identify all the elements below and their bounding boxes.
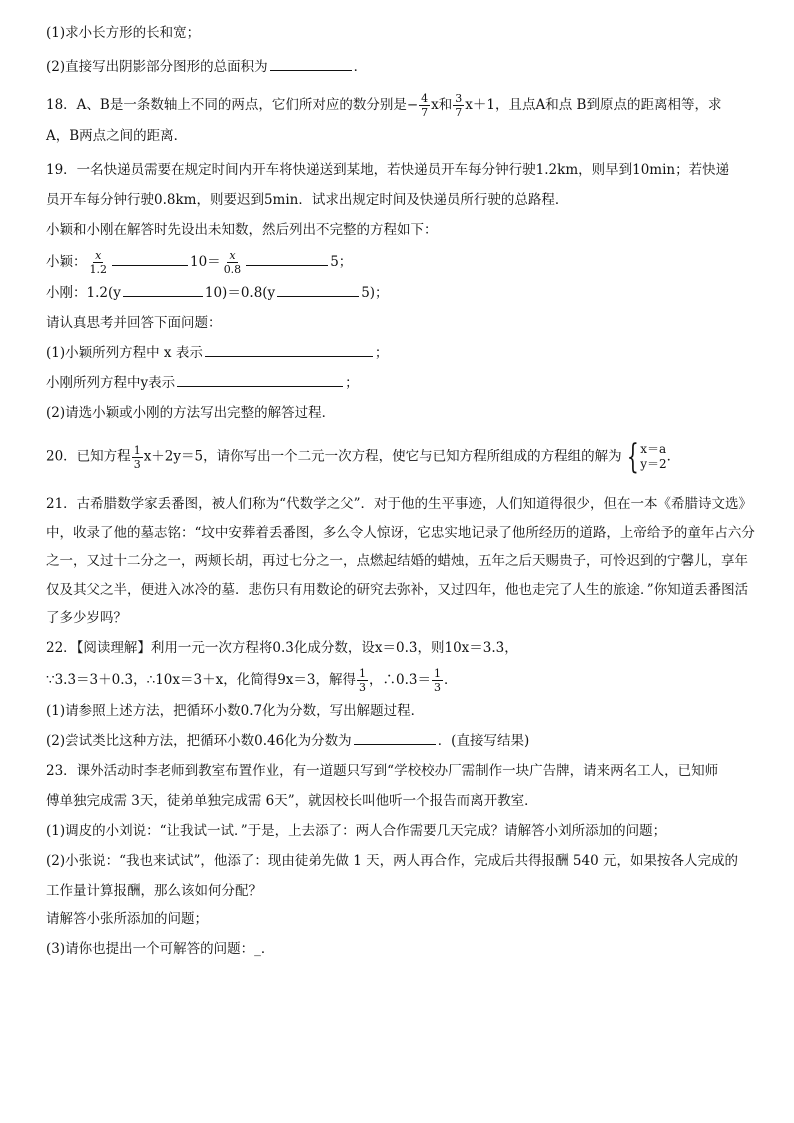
q23-part3: (3)请你也提出一个可解答的问题：_． [46,940,275,957]
fraction: $\frac{1}{3}$ [133,443,141,471]
fraction: $\frac{x}{1.2}$ [89,249,107,276]
q19-xiaogang-equation: 小刚：1.2(y 10)＝0.8(y 5)； [46,282,761,304]
q23-line1: 23．课外活动时李老师到教室布置作业，有一道题只写到“学校校办厂需制作一块广告牌，请来两名工人，已知师 [46,762,719,779]
answer-blank[interactable] [277,282,359,297]
fraction: $\frac{x}{0.8}$ [223,249,242,276]
q19-line3: 小颖和小刚在解答时先设出未知数，然后列出不完整的方程如下： [46,222,438,238]
q23-part1: (1)调皮的小刘说：“让我试一试．”于是，上去添了：两人合作需要几天完成？请解答小刘所添加的问题； [46,822,667,839]
q21-paragraph: 21．古希腊数学家丢番图，被人们称为“代数学之父”．对于他的生平事迹，人们知道得很少，但在一本《希腊诗文选》中，收录了他的墓志铭：“坟中安葬着丢番图，多么令人惊讶，它忠实地记录了他所经历的道路，上帝给予的童年占六分之一，又过十二分之一，两颊长胡，再过七分之一，点燃起结婚的蜡烛，五年之后天赐贵子，可怜迟到的宁馨儿，享年仅及其父之半，便进入冰冷的墓．悲伤只有用数论的研究去弥补，又过四年，他也走完了人生的旅途．”你知道丢番图活了多少岁吗？ [46,496,755,626]
q19-part1b: 小刚所列方程中y表示 ； [46,372,761,394]
exam-page [46,22,761,957]
q22-line2: ∵3.3̇＝3＋0.3̇，∴10x＝3＋x，化简得9x＝3，解得 $\frac{1}{3}$ ，∴0.3̇＝ $\frac{1}{3}$ ． [46,666,458,694]
q19-part2: (2)请选小颖或小刚的方法写出完整的解答过程． [46,405,336,421]
answer-blank[interactable] [177,372,343,387]
q22-line1: 22．【阅读理解】利用一元一次方程将0.3̇化成分数，设x＝0.3̇，则10x＝3.3̇， [46,639,518,656]
fraction: $\frac{3}{7}$ [455,92,463,119]
q23-part2-line3: 请解答小张所添加的问题； [46,910,208,927]
q17-part2: (2)直接写出阴影部分图形的总面积为 ． [46,56,761,78]
fraction: $\frac{1}{3}$ [359,666,366,694]
answer-blank[interactable] [112,251,188,266]
q19-line1: 19．一名快递员需要在规定时间内开车将快递送到某地，若快递员开车每分钟行驶1.2km，则早到10min；若快递 [46,162,730,178]
q18-line2: A，B两点之间的距离． [46,128,188,144]
q23-part2-line1: (2)小张说：“我也来试试”，他添了：现由徒弟先做 1 天，两人再合作，完成后共得报酬 540 元，如果按各人完成的 [46,852,738,869]
q19-xiaoying-equation: 小颖： $\frac{x}{1.2}$ 10＝ $\frac{x}{0.8}$ 5； [46,249,353,276]
q23-part2-line2: 工作量计算报酬，那么该如何分配？ [46,882,262,899]
q22-part1: (1)请参照上述方法，把循环小数0.7̇化为分数，写出解题过程． [46,702,425,719]
answer-blank[interactable] [270,56,352,71]
answer-blank[interactable] [354,730,436,745]
fraction: $\frac{4}{7}$ [421,92,429,119]
q19-instruction: 请认真思考并回答下面问题： [46,315,222,331]
q18-line1: 18．A、B是一条数轴上不同的两点，它们所对应的数分别是− $\frac{4}{7}$ x和 $\frac{3}{7}$ x＋1，且点A和点 B到原点的距离相等，求 [46,92,722,119]
answer-blank[interactable] [205,342,373,357]
q19-part1: (1)小颖所列方程中 x 表示 ； [46,342,761,364]
fraction: $\frac{1}{3}$ [433,666,441,694]
q22-part2: (2)尝试类比这种方法，把循环小数0.4̇6̇化为分数为 ．(直接写结果) [46,730,761,752]
q20-line: 20．已知方程 $\frac{1}{3}$ x＋2y＝5，请你写出一个二元一次方程，使它与已知方程所组成的方程组的解为 { x＝a y＝2 ． [46,437,681,477]
q19-line2: 员开车每分钟行驶0.8km，则要迟到5min．试求出规定时间及快递员所行驶的总路程． [46,192,569,208]
answer-blank[interactable] [123,282,203,297]
q17-part1: (1)求小长方形的长和宽； [46,25,201,41]
brace-icon: { [626,437,639,477]
equation-system: { x＝a y＝2 [626,437,667,477]
q23-line2: 傅单独完成需 3天，徒弟单独完成需 6天”，就因校长叫他听一个报告而离开教室． [46,792,538,809]
answer-blank[interactable] [246,251,328,266]
